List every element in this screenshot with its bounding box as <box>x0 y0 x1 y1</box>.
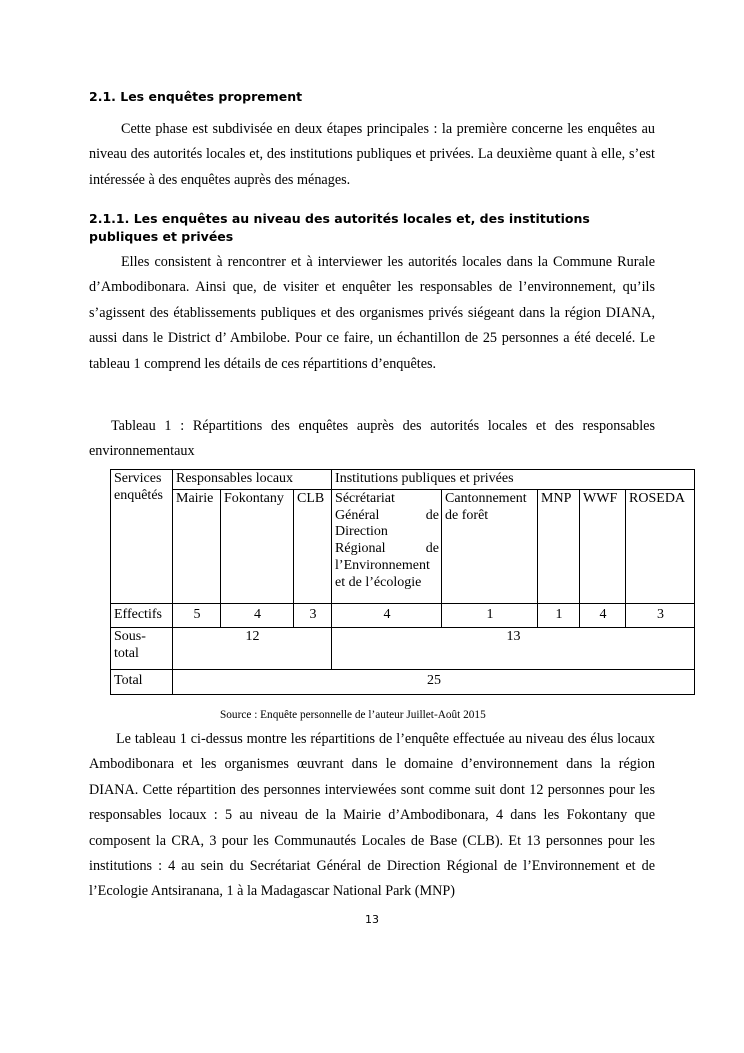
subsection-paragraph: Elles consistent à rencontrer et à interviewer les autorités locales dans la Commune Rurale d’Ambodibonara. Ainsi que, de visiter et enquêter les responsables de l’environnement, qu’ils s’agissent des établissements publiques et des organismes privés siégeant dans la région DIANA, aussi dans le District d’ Ambilobe. Pour ce faire, un échantillon de 25 personnes a été decelé. Le tableau 1 comprend les détails de ces répartitions d’enquêtes. <box>89 254 655 372</box>
page-number: 13 <box>365 913 379 926</box>
effectifs-value: 4 <box>221 603 294 627</box>
soustotal-local-value: 12 <box>173 627 332 669</box>
survey-distribution-table <box>110 469 695 695</box>
soustotal-row <box>111 627 695 669</box>
effectifs-value: 4 <box>580 603 626 627</box>
soustotal-institutions-value: 13 <box>332 627 695 669</box>
table-column-header-row <box>111 489 695 603</box>
effectifs-row <box>111 603 695 627</box>
column-header: ROSEDA <box>626 489 695 603</box>
column-header: Sécrétariat Général de Direction Régional de l’Environnement et de l’écologie <box>332 489 442 603</box>
effectifs-value: 3 <box>294 603 332 627</box>
table-source: Source : Enquête personnelle de l’auteur Juillet-Août 2015 <box>220 709 486 721</box>
effectifs-value: 1 <box>442 603 538 627</box>
effectifs-value: 3 <box>626 603 695 627</box>
column-header: CLB <box>294 489 332 603</box>
subsection-heading: 2.1.1. Les enquêtes au niveau des autorités locales et, des institutions publiques et privées <box>89 211 590 244</box>
column-header: MNP <box>538 489 580 603</box>
effectifs-value: 4 <box>332 603 442 627</box>
table-group-header-row <box>111 470 695 490</box>
column-header: Mairie <box>173 489 221 603</box>
column-header: Fokontany <box>221 489 294 603</box>
group-local-cell: Responsables locaux <box>173 470 332 490</box>
group-institutions-cell: Institutions publiques et privées <box>332 470 695 490</box>
column-header: Cantonnement de forêt <box>442 489 538 603</box>
total-row <box>111 669 695 694</box>
table-caption: Tableau 1 : Répartitions des enquêtes auprès des autorités locales et des responsables environnementaux <box>89 418 655 459</box>
total-value: 25 <box>173 669 695 694</box>
effectifs-value: 5 <box>173 603 221 627</box>
soustotal-label: Sous-total <box>111 627 173 669</box>
column-header: WWF <box>580 489 626 603</box>
total-label: Total <box>111 669 173 694</box>
effectifs-label: Effectifs <box>111 603 173 627</box>
effectifs-value: 1 <box>538 603 580 627</box>
analysis-paragraph: Le tableau 1 ci-dessus montre les répartitions de l’enquête effectuée au niveau des élus locaux Ambodibonara et les organismes œuvrant dans le domaine d’environnement dans la région DIANA. Cette répartition des personnes interviewées sont comme suit dont 12 personnes pour les responsables locaux : 5 au niveau de la Mairie d’Ambodibonara, 4 dans les Fokontany que composent la CRA, 3 pour les Communautés Locales de Base (CLB). Et 13 personnes pour les institutions : 4 au sein du Secrétariat Général de Direction Régional de l’Environnement et de l’Ecologie Antsiranana, 1 à la Madagascar National Park (MNP) <box>89 731 655 900</box>
section-paragraph: Cette phase est subdivisée en deux étapes principales : la première concerne les enquêtes au niveau des autorités locales et, des institutions publiques et privées. La deuxième quant à elle, s’est intéressée à des enquêtes auprès des ménages. <box>89 121 655 188</box>
section-heading: 2.1. Les enquêtes proprement <box>89 89 303 104</box>
services-header-cell: Services enquêtés <box>111 470 173 604</box>
